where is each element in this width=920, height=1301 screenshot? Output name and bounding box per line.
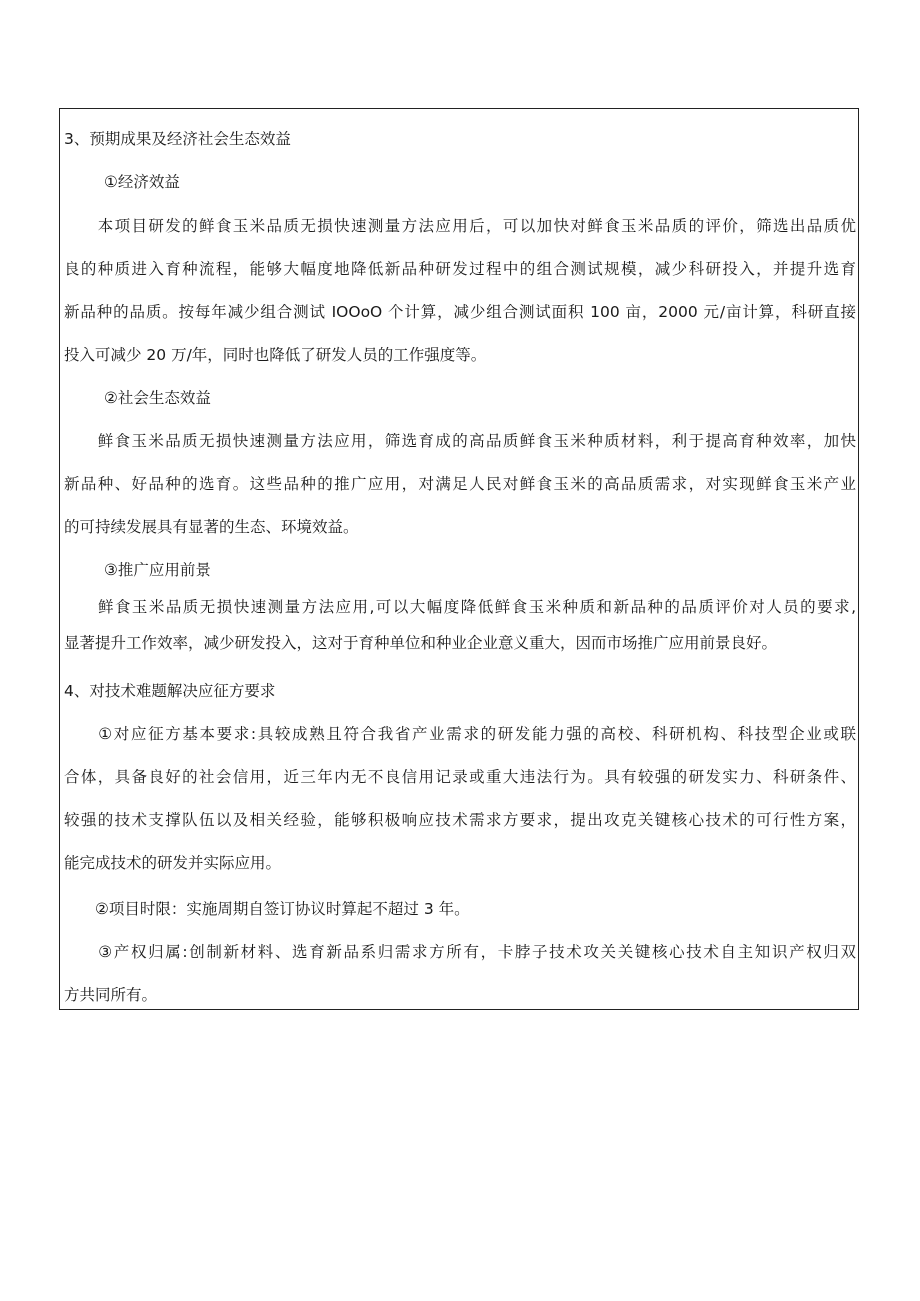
social-benefit-line: 鲜食玉米品质无损快速测量方法应用，筛选育成的高品质鲜食玉米种质材料，利于提高育种效率，加快 [64, 432, 856, 450]
requirements-line: 合体，具备良好的社会信用，近三年内无不良信用记录或重大违法行为。具有较强的研发实力、科研条件、 [64, 768, 856, 786]
ownership-line: 方共同所有。 [64, 986, 158, 1004]
prospect-title: ③推广应用前景 [104, 561, 211, 579]
section-3-heading: 3、预期成果及经济社会生态效益 [64, 130, 291, 148]
requirements-line: 较强的技术支撑队伍以及相关经验，能够积极响应技术需求方要求，提出攻克关键核心技术的可行性方案， [64, 811, 856, 829]
economic-benefit-line: 投入可减少 20 万/年，同时也降低了研发人员的工作强度等。 [64, 346, 487, 364]
economic-benefit-line: 良的种质进入育种流程，能够大幅度地降低新品种研发过程中的组合测试规模，减少科研投入，并提升选育 [64, 260, 856, 278]
ownership-line: ③产权归属:创制新材料、选育新品系归需求方所有，卡脖子技术攻关关键核心技术自主知识产权归双 [64, 943, 856, 961]
economic-benefit-line: 新品种的品质。按每年减少组合测试 IOOoO 个计算，减少组合测试面积 100 亩，2000 元/亩计算，科研直接 [64, 303, 856, 321]
requirements-line: ①对应征方基本要求:具较成熟且符合我省产业需求的研发能力强的高校、科研机构、科技型企业或联 [64, 725, 856, 743]
economic-benefit-line: 本项目研发的鲜食玉米品质无损快速测量方法应用后，可以加快对鲜食玉米品质的评价，筛选出品质优 [64, 217, 856, 235]
requirements-line: 能完成技术的研发并实际应用。 [64, 854, 282, 872]
prospect-line: 显著提升工作效率，减少研发投入，这对于育种单位和种业企业意义重大，因而市场推广应用前景良好。 [64, 634, 778, 652]
section-4-heading: 4、对技术难题解决应征方要求 [64, 682, 276, 700]
prospect-line: 鲜食玉米品质无损快速测量方法应用,可以大幅度降低鲜食玉米种质和新品种的品质评价对人员的要求, [64, 598, 856, 616]
timeline-line: ②项目时限：实施周期自签订协议时算起不超过 3 年。 [64, 900, 470, 918]
document-table-cell [59, 108, 859, 1010]
social-benefit-line: 新品种、好品种的选育。这些品种的推广应用，对满足人民对鲜食玉米的高品质需求，对实现鲜食玉米产业 [64, 475, 856, 493]
social-benefit-line: 的可持续发展具有显著的生态、环境效益。 [64, 518, 359, 536]
economic-benefit-title: ①经济效益 [104, 173, 180, 191]
social-benefit-title: ②社会生态效益 [104, 389, 211, 407]
